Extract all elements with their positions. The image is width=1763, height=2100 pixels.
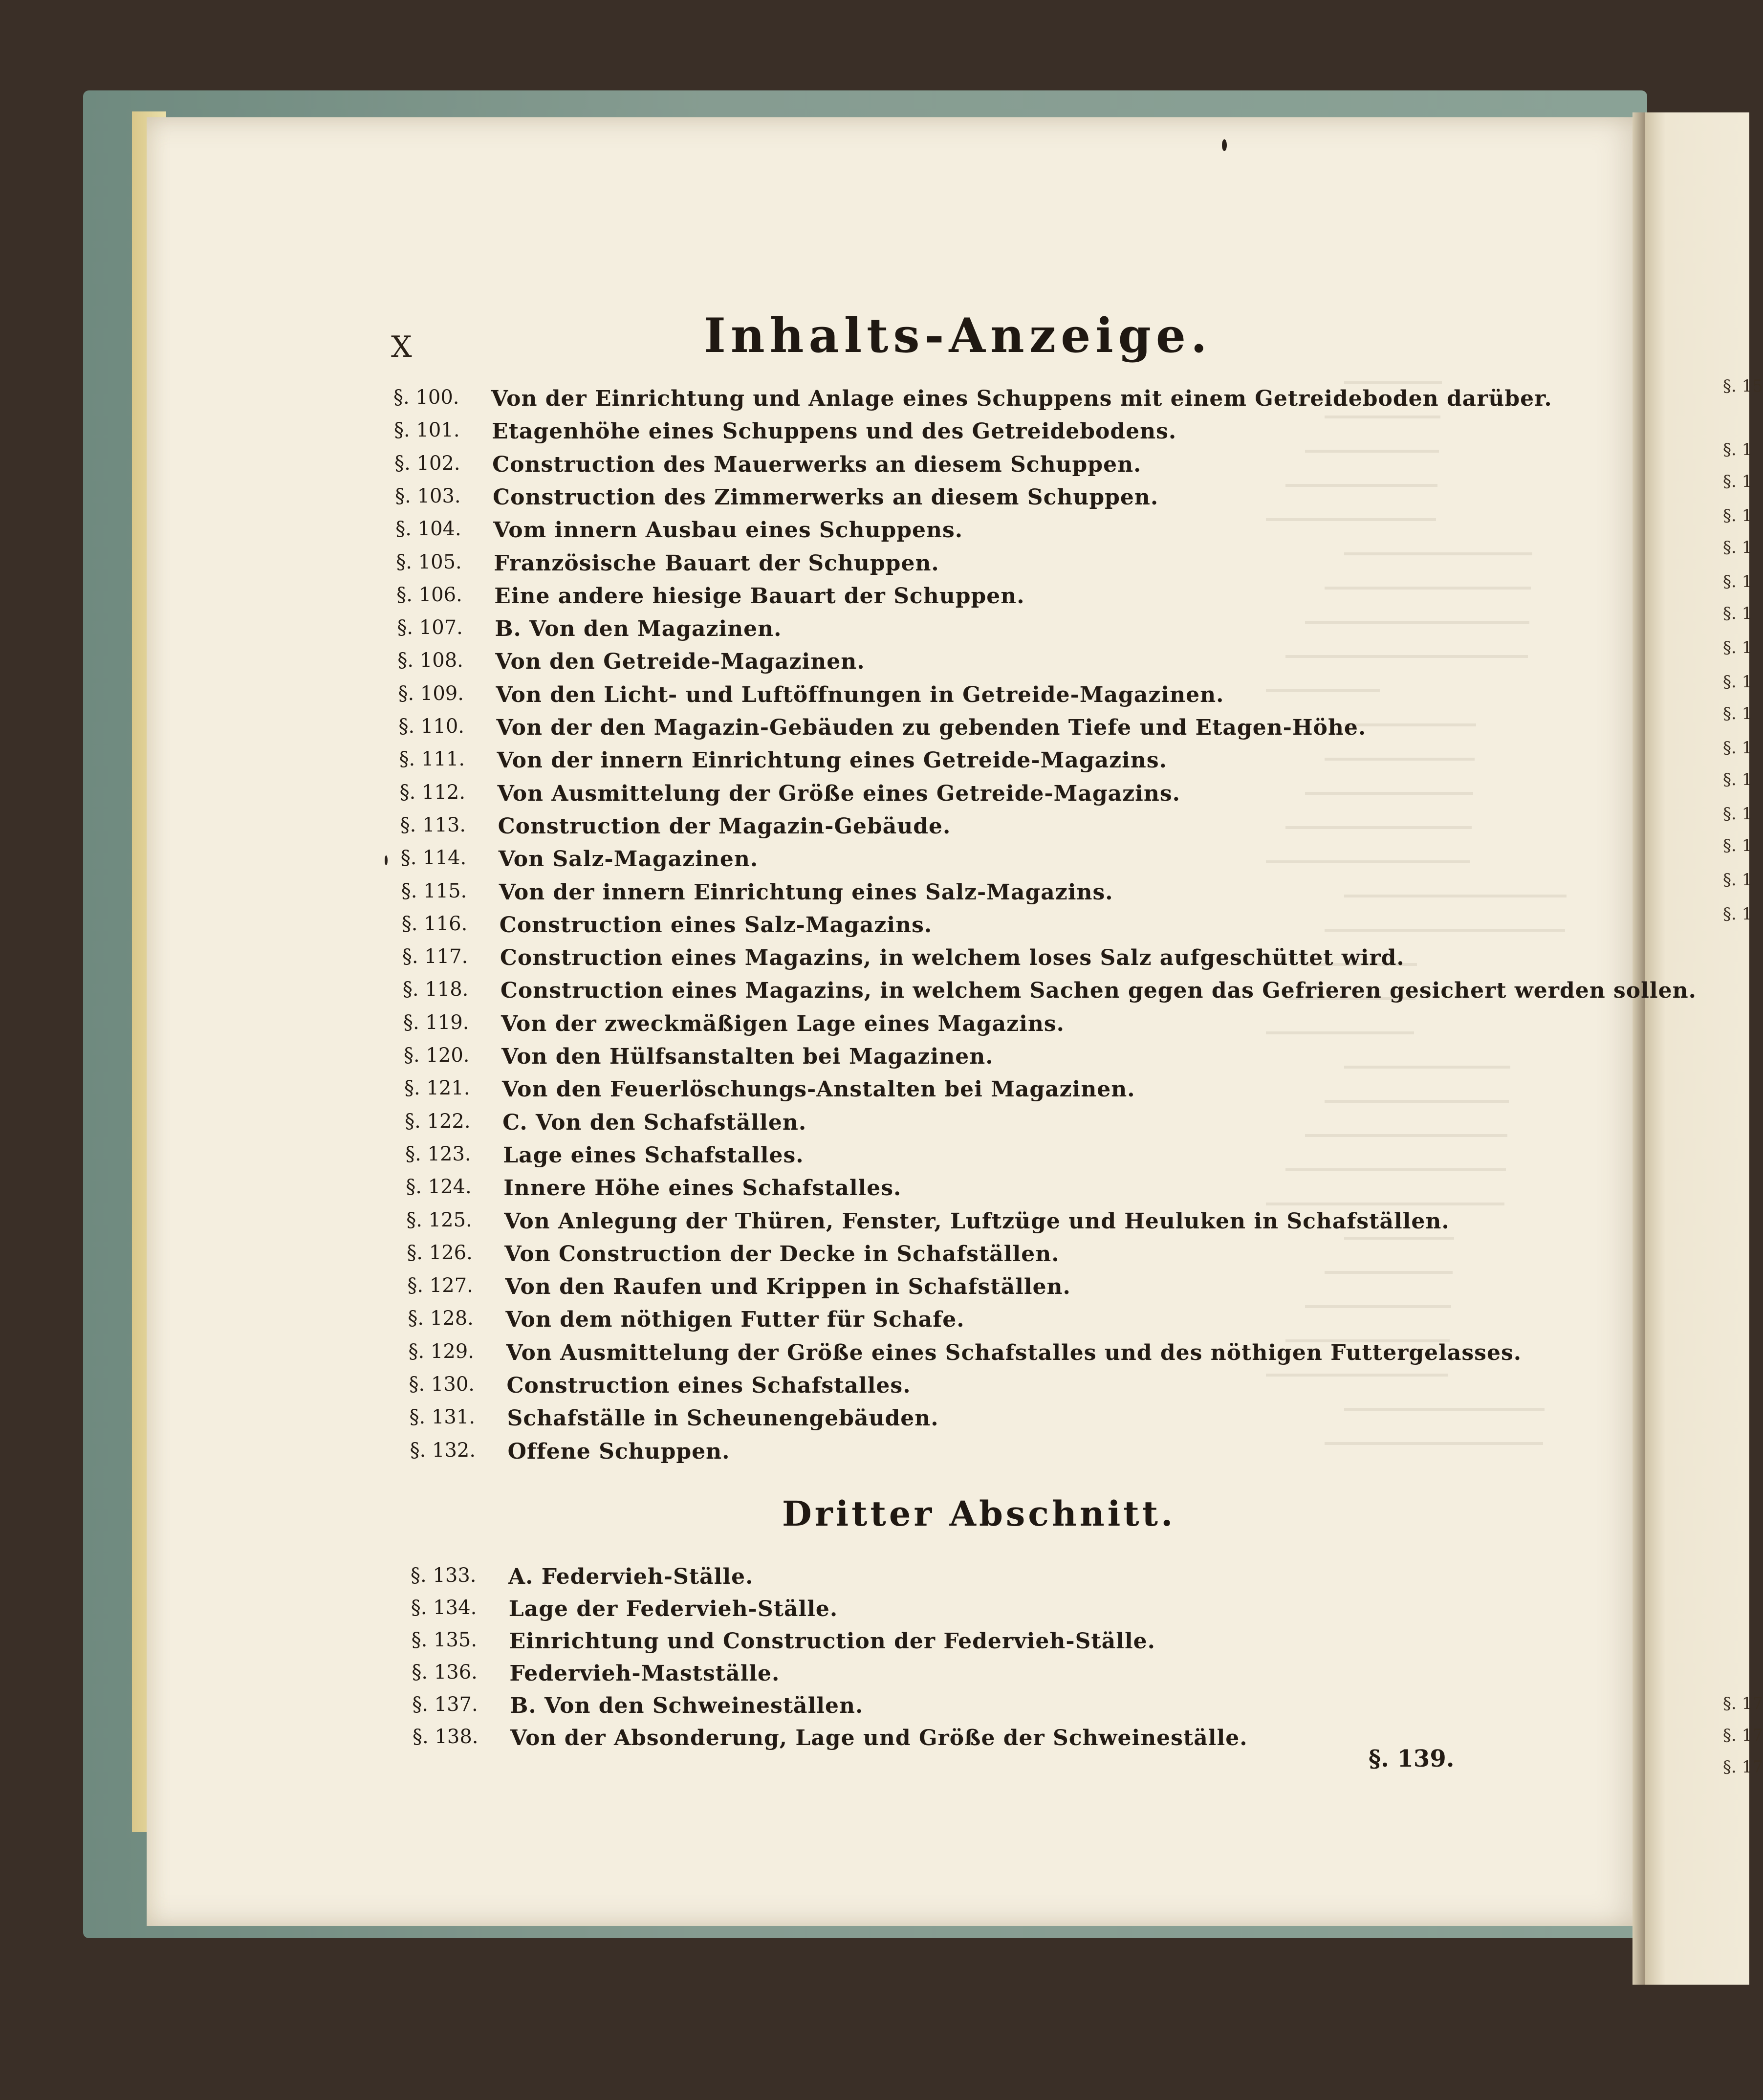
section-number: §. 111. xyxy=(399,748,465,771)
entry-title: Lage eines Schafstalles. xyxy=(503,1142,804,1168)
entry-title: Construction der Magazin-Gebäude. xyxy=(498,813,951,839)
facing-page-mark: §. 1 xyxy=(1723,672,1753,692)
entry-title: Von der den Magazin-Gebäuden zu gebenden Tiefe und Etagen-Höhe. xyxy=(496,715,1367,740)
bleed-line xyxy=(1305,792,1473,795)
bleed-line xyxy=(1266,1374,1448,1377)
facing-page-mark: §. 1 xyxy=(1723,506,1753,525)
section-number: §. 108. xyxy=(397,649,463,672)
bleed-line xyxy=(1285,655,1528,658)
entry-title: Construction eines Magazins, in welchem loses Salz aufgeschüttet wird. xyxy=(500,945,1405,971)
section-number: §. 127. xyxy=(407,1274,473,1297)
bleed-line xyxy=(1344,1408,1545,1411)
section-number: §. 105. xyxy=(396,550,462,573)
section-number: §. 136. xyxy=(412,1661,478,1684)
entry-title: Eine andere hiesige Bauart der Schuppen. xyxy=(494,583,1025,609)
entry-title: Vom innern Ausbau eines Schuppens. xyxy=(493,518,963,543)
catchword: §. 139. xyxy=(1369,1745,1455,1772)
bleed-line xyxy=(1266,1031,1414,1034)
facing-page-mark: §. 1 xyxy=(1723,472,1753,491)
section-number: §. 113. xyxy=(400,813,466,836)
entry-title: B. Von den Magazinen. xyxy=(495,616,782,642)
facing-page-mark: §. 17 xyxy=(1723,1694,1763,1713)
section-number: §. 101. xyxy=(394,419,460,442)
facing-page-mark: §. 1 xyxy=(1723,704,1753,723)
bleed-line xyxy=(1325,1100,1509,1103)
bleed-line xyxy=(1266,518,1436,521)
section-number: §. 120. xyxy=(404,1044,470,1067)
section-title: Dritter Abschnitt. xyxy=(782,1493,1176,1534)
ink-spot xyxy=(1222,139,1227,151)
section-number: §. 102. xyxy=(394,452,460,475)
facing-page-mark: §. 1 xyxy=(1723,538,1753,557)
bleed-line xyxy=(1344,552,1532,555)
section-number: §. 124. xyxy=(406,1176,472,1199)
bleed-line xyxy=(1344,895,1567,897)
entry-title: Von der zweckmäßigen Lage eines Magazins. xyxy=(501,1011,1065,1036)
entry-title: C. Von den Schafställen. xyxy=(502,1110,807,1135)
section-number: §. 129. xyxy=(408,1340,474,1363)
bleed-line xyxy=(1325,1442,1543,1445)
bleed-line xyxy=(1305,1134,1507,1137)
entry-title: Von Construction der Decke in Schafställen. xyxy=(504,1241,1060,1267)
facing-page-mark: §. 15 xyxy=(1723,376,1763,396)
entry-title: Lage der Federvieh-Ställe. xyxy=(508,1597,838,1621)
bleed-line xyxy=(1344,1237,1454,1240)
section-number: §. 107. xyxy=(397,616,463,639)
entry-title: Von der innern Einrichtung eines Getreide-Magazins. xyxy=(497,748,1167,773)
section-number: §. 119. xyxy=(403,1011,469,1034)
entry-title: Construction eines Schafstalles. xyxy=(506,1373,911,1398)
entry-title: Schafställe in Scheunengebäuden. xyxy=(507,1406,939,1431)
section-number: §. 128. xyxy=(408,1307,474,1330)
section-number: §. 125. xyxy=(406,1208,472,1231)
entry-title: Von den Raufen und Krippen in Schafställen. xyxy=(505,1274,1071,1300)
facing-page-mark: §. 1 xyxy=(1723,770,1753,789)
entry-title: Von Ausmittelung der Größe eines Schafstalles und des nöthigen Futtergelasses. xyxy=(506,1340,1522,1365)
page-heading: Inhalts-Anzeige. xyxy=(704,308,1212,363)
bleed-line xyxy=(1266,860,1470,863)
section-number: §. 131. xyxy=(409,1406,476,1429)
section-number: §. 137. xyxy=(412,1693,478,1716)
facing-page-mark: §. 1 xyxy=(1723,904,1753,924)
entry-title: Construction des Zimmerwerks an diesem Schuppen. xyxy=(493,484,1159,510)
section-number: §. 138. xyxy=(413,1726,479,1748)
entry-title: Von den Feuerlöschungs-Anstalten bei Magazinen. xyxy=(502,1077,1135,1102)
bleed-line xyxy=(1305,450,1439,453)
section-number: §. 103. xyxy=(395,484,461,507)
bleed-line xyxy=(1325,587,1531,590)
bleed-line xyxy=(1325,758,1475,761)
section-number: §. 106. xyxy=(396,583,462,606)
facing-page-mark: §. 1 xyxy=(1723,604,1753,623)
section-number: §. 104. xyxy=(395,518,461,541)
section-number: §. 135. xyxy=(411,1629,478,1651)
entry-title: Von der Absonderung, Lage und Größe der Schweineställe. xyxy=(510,1726,1248,1750)
entry-title: Von Ausmittelung der Größe eines Getreide-Magazins. xyxy=(497,781,1180,806)
entry-title: Von der Einrichtung und Anlage eines Schuppens mit einem Getreideboden darüber. xyxy=(491,386,1552,411)
entry-title: Einrichtung und Construction der Federvieh-Ställe. xyxy=(509,1629,1155,1654)
section-number: §. 112. xyxy=(399,781,466,804)
facing-page-mark: §. 1 xyxy=(1723,836,1753,855)
section-number: §. 122. xyxy=(405,1110,471,1133)
bleed-line xyxy=(1344,1066,1510,1069)
section-number: §. 134. xyxy=(411,1597,477,1619)
section-number: §. 109. xyxy=(398,682,464,705)
facing-page-mark: §. 1 xyxy=(1723,804,1753,824)
entry-title: B. Von den Schweineställen. xyxy=(510,1693,864,1718)
section-number: §. 100. xyxy=(393,386,459,409)
ink-spot xyxy=(385,855,388,865)
entry-title: Innere Höhe eines Schafstalles. xyxy=(503,1176,902,1201)
entry-title: Von den Licht- und Luftöffnungen in Getreide-Magazinen. xyxy=(496,682,1224,707)
section-number: §. 118. xyxy=(402,978,469,1001)
facing-page-mark: §. 1 xyxy=(1723,870,1753,890)
section-number: §. 126. xyxy=(407,1241,473,1264)
section-number: §. 133. xyxy=(411,1564,477,1587)
entry-title: Construction des Mauerwerks an diesem Schuppen. xyxy=(492,452,1142,477)
entry-title: Von den Getreide-Magazinen. xyxy=(495,649,865,675)
entry-title: Französische Bauart der Schuppen. xyxy=(494,550,939,576)
section-number: §. 115. xyxy=(401,879,467,902)
section-number: §. 117. xyxy=(402,945,468,968)
bleed-line xyxy=(1325,929,1565,932)
entry-title: Von Anlegung der Thüren, Fenster, Luftzüge und Heuluken in Schafställen. xyxy=(504,1208,1450,1234)
facing-page-mark: §. 17 xyxy=(1723,1757,1763,1777)
entry-title: Von der innern Einrichtung eines Salz-Magazins. xyxy=(499,879,1113,905)
bleed-line xyxy=(1325,1271,1453,1274)
facing-page-mark: §. 1 xyxy=(1723,440,1753,459)
bleed-line xyxy=(1305,621,1529,624)
bleed-line xyxy=(1344,381,1442,384)
entry-title: Von den Hülfsanstalten bei Magazinen. xyxy=(501,1044,994,1069)
bleed-line xyxy=(1285,1168,1506,1171)
entry-title: Von dem nöthigen Futter für Schafe. xyxy=(505,1307,965,1333)
entry-title: Von Salz-Magazinen. xyxy=(498,847,759,872)
entry-title: Offene Schuppen. xyxy=(507,1439,730,1464)
entry-title: A. Federvieh-Ställe. xyxy=(508,1564,754,1589)
section-number: §. 130. xyxy=(409,1373,475,1396)
entry-title: Federvieh-Mastställe. xyxy=(509,1661,780,1686)
section-number: §. 110. xyxy=(398,715,464,738)
facing-page-mark: §. 1 xyxy=(1723,738,1753,758)
bleed-line xyxy=(1285,826,1472,829)
entry-title: Construction eines Magazins, in welchem Sachen gegen das Gefrieren gesichert werden sollen. xyxy=(500,978,1697,1004)
facing-page-mark: §. 1 xyxy=(1723,572,1753,591)
bleed-line xyxy=(1305,1305,1451,1308)
section-number: §. 114. xyxy=(400,847,467,870)
bleed-line xyxy=(1266,689,1380,692)
bleed-line xyxy=(1285,484,1437,487)
page-number: X xyxy=(391,330,413,364)
section-number: §. 116. xyxy=(401,912,468,935)
entry-title: Etagenhöhe eines Schuppens und des Getreidebodens. xyxy=(492,419,1177,444)
bleed-line xyxy=(1325,416,1440,418)
facing-page-mark: §. 17 xyxy=(1723,1726,1763,1745)
section-number: §. 132. xyxy=(410,1439,476,1462)
section-number: §. 123. xyxy=(405,1142,471,1165)
bleed-line xyxy=(1266,1203,1504,1205)
facing-page-mark: §. 1 xyxy=(1723,638,1753,657)
entry-title: Construction eines Salz-Magazins. xyxy=(499,912,933,938)
section-number: §. 121. xyxy=(404,1077,470,1100)
